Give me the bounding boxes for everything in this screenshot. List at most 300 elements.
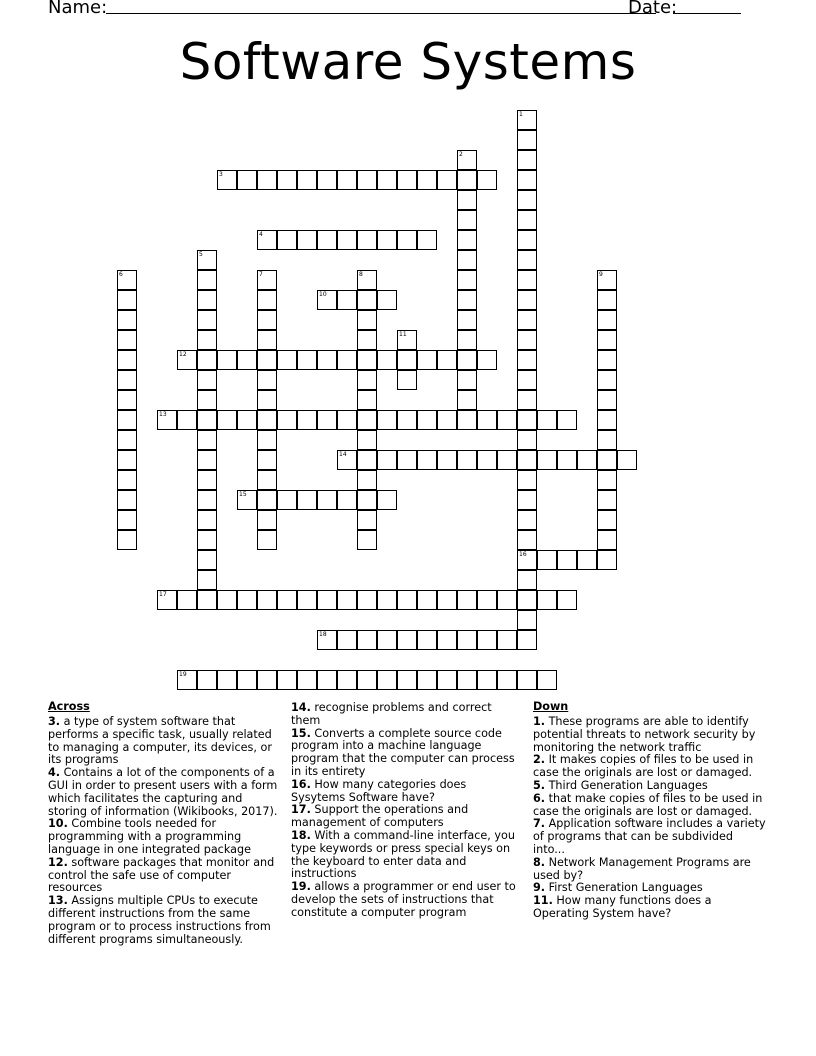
clue-number: 5 bbox=[199, 251, 203, 258]
grid-cell[interactable] bbox=[197, 550, 217, 570]
across-heading: Across bbox=[48, 700, 90, 713]
grid-cell[interactable] bbox=[117, 510, 137, 530]
grid-cell[interactable] bbox=[297, 490, 317, 510]
grid-cell[interactable] bbox=[197, 590, 217, 610]
grid-cell[interactable] bbox=[397, 590, 417, 610]
grid-cell[interactable] bbox=[277, 350, 297, 370]
clue-number: 13 bbox=[159, 411, 167, 418]
grid-cell[interactable] bbox=[537, 450, 557, 470]
grid-cell[interactable] bbox=[297, 350, 317, 370]
clue-text: Application software includes a variety of programs that can be subdivided into... bbox=[533, 817, 766, 856]
grid-cell[interactable] bbox=[517, 170, 537, 190]
clue-number: 17 bbox=[159, 591, 167, 598]
grid-cell[interactable] bbox=[317, 350, 337, 370]
grid-cell[interactable] bbox=[237, 590, 257, 610]
clue-number-label: 5. bbox=[533, 778, 546, 792]
grid-cell[interactable] bbox=[537, 410, 557, 430]
grid-cell[interactable] bbox=[457, 410, 477, 430]
clue bbox=[48, 818, 280, 856]
grid-cell[interactable] bbox=[457, 370, 477, 390]
clue-text: How many categories does Sysytems Software have? bbox=[291, 777, 467, 804]
grid-cell[interactable] bbox=[317, 490, 337, 510]
clue bbox=[533, 818, 768, 856]
grid-cell[interactable] bbox=[357, 290, 377, 310]
grid-cell[interactable] bbox=[517, 370, 537, 390]
clue-text: How many functions does a Operating System have? bbox=[533, 894, 712, 920]
clue bbox=[533, 793, 768, 819]
clue-number-label: 18. bbox=[291, 828, 311, 842]
grid-cell[interactable] bbox=[197, 410, 217, 430]
date-label: Date: bbox=[628, 0, 678, 18]
grid-cell[interactable] bbox=[497, 630, 517, 650]
across-clue-list-continued bbox=[291, 702, 523, 920]
clue-number-label: 2. bbox=[533, 753, 546, 767]
grid-cell[interactable] bbox=[117, 430, 137, 450]
grid-cell[interactable] bbox=[457, 230, 477, 250]
grid-cell[interactable] bbox=[377, 410, 397, 430]
page-title: Software Systems bbox=[179, 33, 637, 91]
grid-cell[interactable] bbox=[517, 130, 537, 150]
grid-cell[interactable] bbox=[277, 670, 297, 690]
grid-cell[interactable] bbox=[457, 170, 477, 190]
grid-cell[interactable] bbox=[357, 310, 377, 330]
grid-cell[interactable] bbox=[297, 230, 317, 250]
grid-cell[interactable] bbox=[597, 330, 617, 350]
grid-cell[interactable] bbox=[397, 350, 417, 370]
grid-cell[interactable] bbox=[437, 670, 457, 690]
grid-cell[interactable] bbox=[257, 450, 277, 470]
grid-cell[interactable] bbox=[337, 290, 357, 310]
clue-number-label: 8. bbox=[533, 855, 546, 869]
grid-cell[interactable] bbox=[397, 370, 417, 390]
grid-cell[interactable] bbox=[517, 590, 537, 610]
grid-cell[interactable] bbox=[557, 590, 577, 610]
grid-cell[interactable] bbox=[457, 270, 477, 290]
grid-cell[interactable] bbox=[497, 590, 517, 610]
grid-cell[interactable] bbox=[457, 670, 477, 690]
grid-cell[interactable] bbox=[597, 310, 617, 330]
clue-number: 19 bbox=[179, 671, 187, 678]
clue-number-label: 16. bbox=[291, 777, 311, 791]
clue-number: 4 bbox=[259, 231, 263, 238]
grid-cell[interactable] bbox=[357, 430, 377, 450]
grid-cell[interactable] bbox=[277, 410, 297, 430]
clue bbox=[533, 895, 768, 921]
clue-text: Converts a complete source code program into a machine language program that the computer can process in its entirety bbox=[291, 726, 515, 778]
grid-cell[interactable] bbox=[577, 550, 597, 570]
grid-cell[interactable] bbox=[377, 490, 397, 510]
grid-cell[interactable] bbox=[477, 630, 497, 650]
grid-cell[interactable] bbox=[437, 410, 457, 430]
clue-number-label: 7. bbox=[533, 817, 546, 831]
clue bbox=[291, 702, 523, 728]
grid-cell[interactable] bbox=[517, 390, 537, 410]
grid-cell[interactable] bbox=[377, 290, 397, 310]
grid-cell[interactable] bbox=[117, 350, 137, 370]
grid-cell[interactable] bbox=[457, 630, 477, 650]
grid-cell[interactable] bbox=[337, 590, 357, 610]
grid-cell[interactable] bbox=[517, 510, 537, 530]
grid-cell[interactable] bbox=[457, 390, 477, 410]
grid-cell[interactable] bbox=[597, 410, 617, 430]
grid-cell[interactable] bbox=[257, 470, 277, 490]
grid-cell[interactable] bbox=[397, 670, 417, 690]
clue-text: recognise problems and correct them bbox=[291, 701, 492, 727]
grid-cell[interactable] bbox=[257, 350, 277, 370]
grid-cell[interactable] bbox=[257, 510, 277, 530]
grid-cell[interactable] bbox=[537, 590, 557, 610]
clue-text: a type of system software that performs a specific task, usually related to managing a computer, its devices, or its programs bbox=[48, 715, 272, 767]
grid-cell[interactable] bbox=[197, 470, 217, 490]
grid-cell[interactable] bbox=[277, 490, 297, 510]
clue bbox=[48, 767, 280, 818]
clue-number: 18 bbox=[319, 631, 327, 638]
grid-cell[interactable] bbox=[257, 170, 277, 190]
grid-cell[interactable] bbox=[517, 350, 537, 370]
grid-cell[interactable] bbox=[517, 470, 537, 490]
grid-cell[interactable] bbox=[477, 450, 497, 470]
grid-cell[interactable] bbox=[577, 450, 597, 470]
grid-cell[interactable] bbox=[197, 310, 217, 330]
grid-cell[interactable] bbox=[357, 590, 377, 610]
grid-cell[interactable] bbox=[377, 590, 397, 610]
grid-cell[interactable] bbox=[517, 150, 537, 170]
grid-cell[interactable] bbox=[597, 390, 617, 410]
grid-cell[interactable] bbox=[477, 350, 497, 370]
grid-cell[interactable] bbox=[277, 230, 297, 250]
grid-cell[interactable] bbox=[257, 390, 277, 410]
clue-number-label: 15. bbox=[291, 726, 311, 740]
clue-number-label: 12. bbox=[48, 855, 68, 869]
across-clue-list bbox=[48, 716, 280, 946]
grid-cell[interactable] bbox=[257, 330, 277, 350]
grid-cell[interactable] bbox=[417, 230, 437, 250]
grid-cell[interactable] bbox=[197, 570, 217, 590]
grid-cell[interactable] bbox=[257, 590, 277, 610]
clue-number-label: 6. bbox=[533, 791, 546, 805]
grid-cell[interactable] bbox=[337, 170, 357, 190]
grid-cell[interactable] bbox=[197, 510, 217, 530]
down-clues-column bbox=[533, 700, 768, 921]
grid-cell[interactable] bbox=[297, 410, 317, 430]
clue-number: 11 bbox=[399, 331, 407, 338]
clue-text: Support the operations and management of computers bbox=[291, 803, 469, 830]
clue bbox=[291, 804, 523, 830]
clue-text: allows a programmer or end user to develop the sets of instructions that constitute a computer program bbox=[291, 880, 516, 919]
grid-cell[interactable] bbox=[357, 530, 377, 550]
grid-cell[interactable] bbox=[257, 410, 277, 430]
grid-cell[interactable] bbox=[597, 550, 617, 570]
grid-cell[interactable] bbox=[397, 170, 417, 190]
grid-cell[interactable] bbox=[597, 510, 617, 530]
grid-cell[interactable] bbox=[357, 390, 377, 410]
grid-cell[interactable] bbox=[457, 450, 477, 470]
grid-cell[interactable] bbox=[417, 590, 437, 610]
grid-cell[interactable] bbox=[517, 530, 537, 550]
clue-number: 6 bbox=[119, 271, 123, 278]
clue-text: Network Management Programs are used by? bbox=[533, 855, 751, 882]
grid-cell[interactable] bbox=[237, 410, 257, 430]
grid-cell[interactable] bbox=[517, 310, 537, 330]
grid-cell[interactable] bbox=[537, 550, 557, 570]
grid-cell[interactable] bbox=[217, 410, 237, 430]
grid-cell[interactable] bbox=[437, 450, 457, 470]
grid-cell[interactable] bbox=[517, 490, 537, 510]
grid-cell[interactable] bbox=[277, 590, 297, 610]
grid-cell[interactable] bbox=[477, 670, 497, 690]
clue-text: With a command-line interface, you type keywords or press special keys on the keyboard to enter data and instructions bbox=[291, 828, 515, 881]
grid-cell[interactable] bbox=[437, 630, 457, 650]
grid-cell[interactable] bbox=[597, 350, 617, 370]
grid-cell[interactable] bbox=[477, 170, 497, 190]
grid-cell[interactable] bbox=[497, 670, 517, 690]
clue-number: 8 bbox=[359, 271, 363, 278]
clue-number-label: 9. bbox=[533, 881, 546, 895]
clue-number: 14 bbox=[339, 451, 347, 458]
grid-cell[interactable] bbox=[557, 450, 577, 470]
clue-text: Third Generation Languages bbox=[545, 778, 708, 792]
grid-cell[interactable] bbox=[517, 290, 537, 310]
grid-cell[interactable] bbox=[337, 410, 357, 430]
grid-cell[interactable] bbox=[257, 490, 277, 510]
clue-text: First Generation Languages bbox=[545, 881, 703, 895]
grid-cell[interactable] bbox=[457, 210, 477, 230]
grid-cell[interactable] bbox=[257, 670, 277, 690]
grid-cell[interactable] bbox=[117, 290, 137, 310]
grid-cell[interactable] bbox=[397, 230, 417, 250]
grid-cell[interactable] bbox=[317, 410, 337, 430]
down-heading: Down bbox=[533, 700, 569, 713]
grid-cell[interactable] bbox=[537, 670, 557, 690]
grid-cell[interactable] bbox=[117, 310, 137, 330]
grid-cell[interactable] bbox=[117, 530, 137, 550]
grid-cell[interactable] bbox=[377, 170, 397, 190]
clue-text: These programs are able to identify potential threats to network security by monitoring the network traffic bbox=[533, 715, 756, 754]
grid-cell[interactable] bbox=[457, 330, 477, 350]
grid-cell[interactable] bbox=[377, 670, 397, 690]
grid-cell[interactable] bbox=[517, 670, 537, 690]
grid-cell[interactable] bbox=[317, 170, 337, 190]
grid-cell[interactable] bbox=[417, 170, 437, 190]
grid-cell[interactable] bbox=[197, 330, 217, 350]
grid-cell[interactable] bbox=[357, 450, 377, 470]
grid-cell[interactable] bbox=[317, 590, 337, 610]
grid-cell[interactable] bbox=[377, 350, 397, 370]
grid-cell[interactable] bbox=[217, 670, 237, 690]
grid-cell[interactable] bbox=[457, 310, 477, 330]
grid-cell[interactable] bbox=[597, 450, 617, 470]
grid-cell[interactable] bbox=[517, 270, 537, 290]
grid-cell[interactable] bbox=[597, 470, 617, 490]
grid-cell[interactable] bbox=[117, 490, 137, 510]
grid-cell[interactable] bbox=[357, 350, 377, 370]
grid-cell[interactable] bbox=[417, 670, 437, 690]
grid-cell[interactable] bbox=[377, 450, 397, 470]
clue-text: that make copies of files to be used in case the originals are lost or damaged. bbox=[533, 791, 763, 818]
grid-cell[interactable] bbox=[177, 590, 197, 610]
grid-cell[interactable] bbox=[517, 630, 537, 650]
clue-text: Assigns multiple CPUs to execute different instructions from the same program or to process instructions from different programs simultaneously. bbox=[48, 894, 271, 946]
grid-cell[interactable] bbox=[257, 370, 277, 390]
grid-cell[interactable] bbox=[197, 490, 217, 510]
grid-cell[interactable] bbox=[397, 410, 417, 430]
grid-cell[interactable] bbox=[517, 570, 537, 590]
grid-cell[interactable] bbox=[437, 350, 457, 370]
grid-cell[interactable] bbox=[257, 530, 277, 550]
grid-cell[interactable] bbox=[217, 590, 237, 610]
grid-cell[interactable] bbox=[417, 410, 437, 430]
grid-cell[interactable] bbox=[357, 370, 377, 390]
clue-number-label: 13. bbox=[48, 894, 68, 908]
grid-cell[interactable] bbox=[517, 410, 537, 430]
clue-number-label: 11. bbox=[533, 894, 553, 908]
grid-cell[interactable] bbox=[517, 230, 537, 250]
grid-cell[interactable] bbox=[217, 350, 237, 370]
grid-cell[interactable] bbox=[317, 670, 337, 690]
grid-cell[interactable] bbox=[297, 670, 317, 690]
grid-cell[interactable] bbox=[597, 430, 617, 450]
clue-number: 2 bbox=[459, 151, 463, 158]
grid-cell[interactable] bbox=[397, 450, 417, 470]
clue bbox=[291, 881, 523, 919]
grid-cell[interactable] bbox=[557, 550, 577, 570]
grid-cell[interactable] bbox=[197, 350, 217, 370]
grid-cell[interactable] bbox=[517, 330, 537, 350]
clue-number-label: 3. bbox=[48, 715, 61, 728]
grid-cell[interactable] bbox=[117, 370, 137, 390]
clue-text: It makes copies of files to be used in case the originals are lost or damaged. bbox=[533, 753, 754, 780]
clue-number: 15 bbox=[239, 491, 247, 498]
grid-cell[interactable] bbox=[237, 670, 257, 690]
grid-cell[interactable] bbox=[337, 670, 357, 690]
clue-number: 3 bbox=[219, 171, 223, 178]
grid-cell[interactable] bbox=[457, 250, 477, 270]
grid-cell[interactable] bbox=[517, 190, 537, 210]
grid-cell[interactable] bbox=[517, 430, 537, 450]
grid-cell[interactable] bbox=[197, 670, 217, 690]
grid-cell[interactable] bbox=[197, 290, 217, 310]
grid-cell[interactable] bbox=[197, 390, 217, 410]
grid-cell[interactable] bbox=[117, 410, 137, 430]
clue-number-label: 19. bbox=[291, 880, 311, 894]
across-clues-column-2 bbox=[291, 702, 523, 920]
grid-cell[interactable] bbox=[517, 210, 537, 230]
clue bbox=[533, 716, 768, 754]
clue-number: 12 bbox=[179, 351, 187, 358]
grid-cell[interactable] bbox=[357, 630, 377, 650]
grid-cell[interactable] bbox=[377, 230, 397, 250]
grid-cell[interactable] bbox=[437, 170, 457, 190]
grid-cell[interactable] bbox=[197, 270, 217, 290]
grid-cell[interactable] bbox=[117, 470, 137, 490]
clue-number-label: 17. bbox=[291, 803, 311, 817]
grid-cell[interactable] bbox=[357, 510, 377, 530]
grid-cell[interactable] bbox=[117, 390, 137, 410]
grid-cell[interactable] bbox=[197, 530, 217, 550]
grid-cell[interactable] bbox=[437, 590, 457, 610]
clue bbox=[533, 857, 768, 883]
clue-text: software packages that monitor and control the safe use of computer resources bbox=[48, 855, 275, 895]
grid-cell[interactable] bbox=[457, 290, 477, 310]
clue-text: Contains a lot of the components of a GUI in order to present users with a form which facilitates the capturing and storing of information (Wikibooks, 2017). bbox=[48, 766, 278, 818]
clue-number: 16 bbox=[519, 551, 527, 558]
grid-cell[interactable] bbox=[597, 530, 617, 550]
grid-cell[interactable] bbox=[557, 410, 577, 430]
across-clues-column-1 bbox=[48, 700, 280, 946]
grid-cell[interactable] bbox=[597, 290, 617, 310]
grid-cell[interactable] bbox=[357, 230, 377, 250]
grid-cell[interactable] bbox=[117, 330, 137, 350]
grid-cell[interactable] bbox=[257, 310, 277, 330]
grid-cell[interactable] bbox=[457, 350, 477, 370]
down-clue-list bbox=[533, 716, 768, 921]
grid-cell[interactable] bbox=[597, 370, 617, 390]
clue-number-label: 10. bbox=[48, 817, 68, 831]
grid-cell[interactable] bbox=[277, 170, 297, 190]
grid-cell[interactable] bbox=[177, 410, 197, 430]
grid-cell[interactable] bbox=[417, 350, 437, 370]
grid-cell[interactable] bbox=[197, 430, 217, 450]
clue-text: Combine tools needed for programming with a programming language in one integrated package bbox=[48, 817, 251, 856]
grid-cell[interactable] bbox=[197, 370, 217, 390]
clue bbox=[533, 754, 768, 780]
grid-cell[interactable] bbox=[517, 450, 537, 470]
grid-cell[interactable] bbox=[497, 410, 517, 430]
grid-cell[interactable] bbox=[357, 170, 377, 190]
grid-cell[interactable] bbox=[357, 670, 377, 690]
grid-cell[interactable] bbox=[117, 450, 137, 470]
grid-cell[interactable] bbox=[257, 290, 277, 310]
clue bbox=[291, 728, 523, 779]
grid-cell[interactable] bbox=[297, 170, 317, 190]
grid-cell[interactable] bbox=[357, 410, 377, 430]
grid-cell[interactable] bbox=[597, 490, 617, 510]
grid-cell[interactable] bbox=[517, 250, 537, 270]
grid-cell[interactable] bbox=[357, 470, 377, 490]
grid-cell[interactable] bbox=[497, 450, 517, 470]
grid-cell[interactable] bbox=[457, 590, 477, 610]
grid-cell[interactable] bbox=[257, 430, 277, 450]
grid-cell[interactable] bbox=[237, 170, 257, 190]
grid-cell[interactable] bbox=[337, 490, 357, 510]
grid-cell[interactable] bbox=[337, 350, 357, 370]
grid-cell[interactable] bbox=[457, 190, 477, 210]
grid-cell[interactable] bbox=[337, 630, 357, 650]
clue bbox=[48, 895, 280, 946]
clue-number-label: 4. bbox=[48, 766, 61, 780]
grid-cell[interactable] bbox=[397, 630, 417, 650]
grid-cell[interactable] bbox=[237, 350, 257, 370]
clue-number: 10 bbox=[319, 291, 327, 298]
grid-cell[interactable] bbox=[617, 450, 637, 470]
grid-cell[interactable] bbox=[337, 230, 357, 250]
clue-number: 9 bbox=[599, 271, 603, 278]
grid-cell[interactable] bbox=[357, 490, 377, 510]
clue-number-label: 1. bbox=[533, 715, 546, 728]
clue bbox=[291, 779, 523, 805]
grid-cell[interactable] bbox=[477, 410, 497, 430]
grid-cell[interactable] bbox=[357, 330, 377, 350]
grid-cell[interactable] bbox=[377, 630, 397, 650]
clue-number: 1 bbox=[519, 111, 523, 118]
grid-cell[interactable] bbox=[417, 450, 437, 470]
grid-cell[interactable] bbox=[197, 450, 217, 470]
grid-cell[interactable] bbox=[517, 610, 537, 630]
grid-cell[interactable] bbox=[477, 590, 497, 610]
grid-cell[interactable] bbox=[297, 590, 317, 610]
grid-cell[interactable] bbox=[317, 230, 337, 250]
grid-cell[interactable] bbox=[417, 630, 437, 650]
